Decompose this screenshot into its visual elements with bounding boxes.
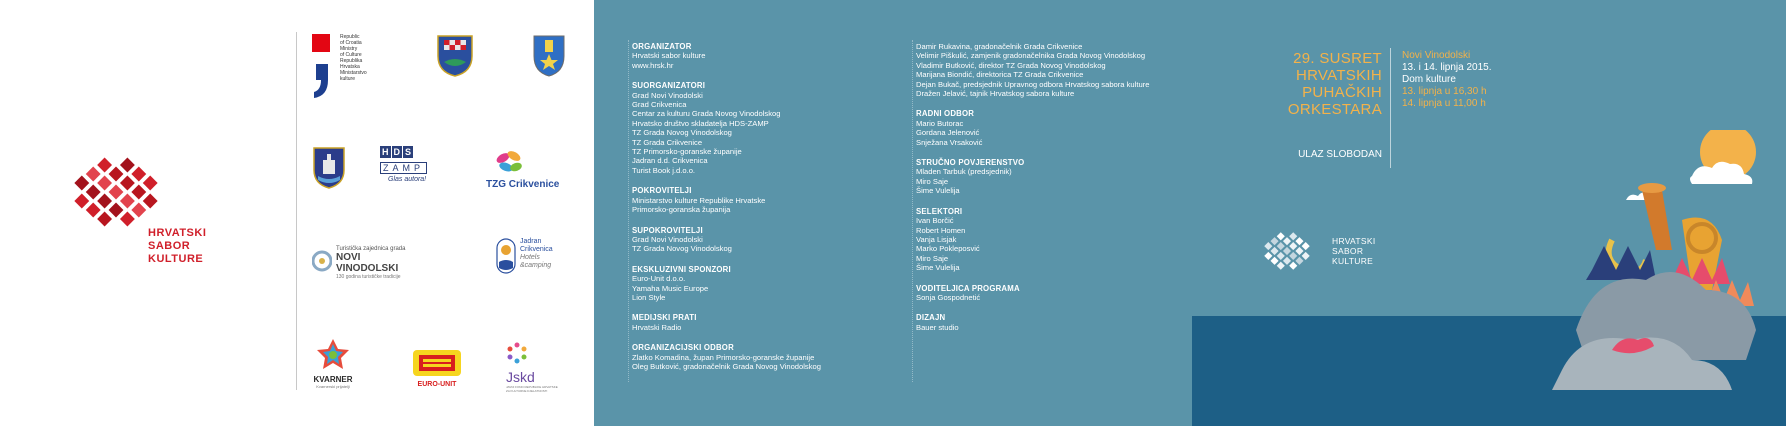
euro-unit-logo: EURO-UNIT (410, 350, 464, 390)
credits-line: Vanja Lisjak (916, 234, 957, 244)
tzg-crikvenice-logo: TZG Crikvenice (486, 150, 570, 192)
credits-section (916, 284, 1186, 303)
knot-segment (1277, 262, 1285, 270)
credits-line: Damir Rukavina, gradonačelnik Grada Crikvenice (916, 42, 1083, 51)
credits-section (632, 81, 882, 175)
credits-line: Marko Pokleposvić (916, 244, 980, 254)
credits-line: Šime Vulelija (916, 263, 960, 273)
knot-segment (1283, 257, 1291, 265)
credits-section-title: SUORGANIZATORI (632, 81, 706, 91)
event-info-line: 14. lipnja u 11,00 h (1402, 98, 1486, 109)
credits-section (916, 313, 1186, 332)
hds-zamp-logo: H D S ZAMP Glas autora! (382, 147, 427, 183)
novi-vinodolski-coat-of-arms-icon (312, 146, 346, 190)
event-info-line: Dom kulture (1402, 74, 1456, 85)
credits-section (916, 207, 1186, 273)
knot-segment (120, 176, 135, 191)
credits-line: Centar za kulturu Grada Novog Vinodolskog (632, 109, 781, 119)
knot-segment (1302, 242, 1310, 250)
knot-segment (1264, 242, 1272, 250)
jadran-emblem-icon (496, 238, 516, 274)
free-entry-label: ULAZ SLOBODAN (1298, 149, 1382, 160)
knot-segment (97, 176, 112, 191)
credits-line: Primorsko-goranska županija (632, 205, 731, 215)
credits-line: Miro Saje (916, 253, 949, 263)
hsk-knot-logo (66, 150, 166, 234)
event-info (1402, 50, 1492, 110)
credits-line: Hrvatsko društvo skladatelja HDS-ZAMP (632, 118, 769, 128)
knot-segment (143, 194, 158, 209)
credits-line: TZ Grada Crikvenice (632, 137, 703, 147)
credits-column-1 (632, 42, 882, 382)
credits-section-title: STRUČNO POVJERENSTVO (916, 158, 1025, 168)
festival-title: 29. SUSRET HRVATSKIH PUHAČKIH ORKESTARA (1287, 50, 1382, 118)
knot-segment (1283, 237, 1291, 245)
credits-rule (912, 40, 913, 382)
credits-line: Miro Saje (916, 176, 949, 186)
knot-segment (109, 185, 124, 200)
knot-segment (1289, 242, 1297, 250)
knot-segment (97, 158, 112, 173)
knot-segment (1277, 242, 1285, 250)
credits-line: Vladimir Butković, direktor TZ Grada Novog Vinodolskog (916, 60, 1106, 70)
ministry-culture-logo: Republic of Croatia Ministry of Culture Republika Hrvatska Ministarstvo kulture (312, 34, 382, 100)
knot-segment (131, 185, 146, 200)
credits-section (632, 226, 882, 254)
credits-column-2 (916, 42, 1186, 343)
credits-line: Ivan Borčić (916, 216, 954, 226)
credits-line: Dejan Bukač, predsjednik Upravnog odbora Hrvatskog sabora kulture (916, 79, 1150, 89)
credits-section (916, 109, 1186, 147)
knot-segment (1295, 237, 1303, 245)
knot-segment (131, 167, 146, 182)
knot-segment (1277, 232, 1285, 240)
hsk-knot-logo-small (1250, 228, 1324, 274)
knot-segment (1270, 237, 1278, 245)
credits-line: Zlatko Komadina, župan Primorsko-goranske županije (632, 352, 815, 362)
knot-segment (86, 167, 101, 182)
credits-section (632, 186, 882, 214)
credits-section-title: DIZAJN (916, 313, 946, 323)
panel-divider (296, 32, 297, 390)
credits-line: Hrvatski Radio (632, 322, 682, 332)
knot-segment (1270, 257, 1278, 265)
knot-segment (1270, 247, 1278, 255)
credits-rule (628, 40, 629, 382)
kvarner-logo: KVARNER Kvarnerski prijatelji (310, 338, 356, 388)
credits-line: TZ Grada Novog Vinodolskog (632, 128, 732, 138)
credits-line: Gordana Jelenović (916, 128, 980, 138)
credits-line: Sonja Gospodnetić (916, 292, 981, 302)
credits-line: Velimir Piškulić, zamjenik gradonačelnika Grada Novog Vinodolskog (916, 51, 1146, 61)
euro-unit-mark-icon (413, 350, 461, 376)
knot-segment (109, 203, 124, 218)
knot-segment (120, 194, 135, 209)
event-info-line: 13. lipnja u 16,30 h (1402, 86, 1487, 97)
credits-line: Yamaha Music Europe (632, 283, 709, 293)
credits-line: www.hrsk.hr (632, 60, 674, 70)
credits-section-title: RADNI ODBOR (916, 109, 975, 119)
hsk-logo-text: HRVATSKI SABOR KULTURE (148, 227, 207, 265)
flower-icon (1586, 246, 1656, 280)
credits-line: Grad Crikvenica (632, 100, 687, 110)
credits-line: Snježana Vrsaković (916, 137, 983, 147)
knot-segment (1264, 252, 1272, 260)
knot-segment (97, 194, 112, 209)
credits-section-title: MEDIJSKI PRATI (632, 313, 697, 323)
credits-section-title: ORGANIZATOR (632, 42, 692, 51)
tz-novi-vinodolski-logo: Turistička zajednica grada NOVI VINODOLSKI 130 godina turističke tradicije (312, 244, 422, 280)
credits-line: Marijana Biondić, direktorica TZ Grada Crikvenice (916, 70, 1084, 80)
credits-line: Turist Book j.d.o.o. (632, 165, 696, 175)
cover-panel (1192, 0, 1786, 426)
credits-line: Lion Style (632, 292, 666, 302)
credits-section (916, 42, 1186, 98)
credits-section (916, 158, 1186, 196)
credits-section-title: VODITELJICA PROGRAMA (916, 283, 1020, 293)
knot-segment (143, 176, 158, 191)
credits-line: Dražen Jelavić, tajnik Hrvatskog sabora kulture (916, 89, 1075, 99)
credits-section-title: POKROVITELJI (632, 186, 692, 196)
credits-line: TZ Grada Novog Vinodolskog (632, 244, 732, 254)
ministry-mark-icon (312, 34, 334, 100)
knot-segment (86, 185, 101, 200)
knot-segment (86, 203, 101, 218)
credits-line: Bauer studio (916, 322, 959, 332)
tzg-flower-icon (494, 150, 524, 174)
credits-line: Oleg Butković, gradonačelnik Grada Novog Vinodolskog (632, 361, 821, 371)
tz-nv-swirl-icon (312, 246, 332, 276)
knot-segment (109, 167, 124, 182)
credits-line: Ministarstvo kulture Republike Hrvatske (632, 195, 766, 205)
knot-segment (97, 212, 112, 227)
knot-segment (1289, 262, 1297, 270)
county-coat-of-arms-icon (436, 32, 474, 78)
event-info-line: 13. i 14. lipnja 2015. (1402, 62, 1492, 73)
knot-segment (74, 194, 89, 209)
logos-panel (0, 0, 594, 426)
knot-segment (74, 176, 89, 191)
credits-line: Jadran d.d. Crikvenica (632, 156, 708, 166)
knot-segment (1295, 247, 1303, 255)
credits-line: Grad Novi Vinodolski (632, 90, 703, 100)
credits-section-title: ORGANIZACIJSKI ODBOR (632, 343, 734, 353)
knot-segment (120, 212, 135, 227)
kvarner-star-icon (316, 338, 350, 370)
credits-line: Hrvatski sabor kulture (632, 51, 706, 61)
credits-line: TZ Primorsko-goranske županije (632, 147, 742, 157)
knot-segment (131, 203, 146, 218)
credits-section (632, 343, 882, 371)
knot-segment (1289, 252, 1297, 260)
credits-section-title: SELEKTORI (916, 206, 963, 216)
jadran-crikvenica-logo: Jadran Crikvenica Hotels &camping (496, 238, 566, 278)
credits-line: Euro-Unit d.o.o. (632, 274, 686, 284)
credits-panel (594, 0, 1192, 426)
knot-segment (1289, 232, 1297, 240)
credits-section-title: EKSKLUZIVNI SPONZORI (632, 264, 731, 274)
jskd-dots-icon (506, 342, 528, 364)
credits-line: Mario Butorac (916, 118, 964, 128)
knot-segment (1295, 257, 1303, 265)
cover-divider (1390, 48, 1391, 168)
crikvenica-coat-of-arms-icon (532, 34, 566, 78)
credits-line: Grad Novi Vinodolski (632, 234, 703, 244)
trumpet-icon (1642, 190, 1672, 250)
knot-segment (1302, 252, 1310, 260)
jskd-logo: Jskd JAVNI FOND REPUBLIKE HRVATSKE ZA KULTURNE DJELATNOSTI (506, 342, 566, 390)
hsk-logo-text-small: HRVATSKI SABOR KULTURE (1332, 236, 1376, 266)
credits-line: Šime Vulelija (916, 186, 960, 196)
credits-section (632, 313, 882, 332)
islands-illustration (1532, 130, 1786, 426)
event-info-line: Novi Vinodolski (1402, 50, 1471, 61)
credits-line: Mladen Tarbuk (predsjednik) (916, 167, 1012, 177)
knot-segment (1277, 252, 1285, 260)
credits-section-title: SUPOKROVITELJI (632, 225, 703, 235)
credits-line: Robert Homen (916, 225, 966, 235)
knot-segment (1283, 247, 1291, 255)
credits-section (632, 42, 882, 70)
credits-section (632, 265, 882, 303)
knot-segment (120, 158, 135, 173)
